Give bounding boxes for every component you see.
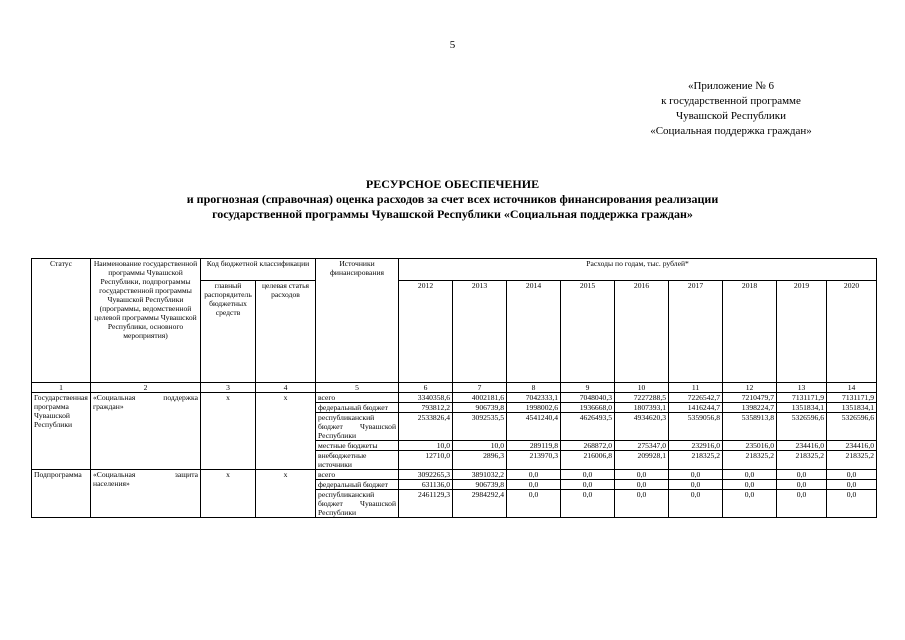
index-cell: 7 (453, 383, 507, 393)
value-cell: 0,0 (507, 470, 561, 480)
value-cell: 0,0 (561, 490, 615, 518)
value-cell: 2461129,3 (399, 490, 453, 518)
header-year: 2016 (615, 281, 669, 383)
table-row (32, 470, 877, 480)
source-cell: федеральный бюджет (316, 480, 399, 490)
document-title (0, 177, 905, 222)
source-cell: республиканский бюджет Чувашской Республики (316, 490, 399, 518)
value-cell: 0,0 (723, 470, 777, 480)
value-cell: 289119,8 (507, 441, 561, 451)
value-cell: 232916,0 (669, 441, 723, 451)
value-cell: 5326596,6 (827, 413, 877, 441)
value-cell: 7131171,9 (827, 393, 877, 403)
value-cell: 0,0 (669, 480, 723, 490)
value-cell: 7227288,5 (615, 393, 669, 403)
value-cell: 3092535,5 (453, 413, 507, 441)
value-cell: 2984292,4 (453, 490, 507, 518)
value-cell: 1416244,7 (669, 403, 723, 413)
appendix-line-4: «Социальная поддержка граждан» (650, 125, 812, 137)
source-cell: всего (316, 470, 399, 480)
header-year: 2012 (399, 281, 453, 383)
index-cell: 14 (827, 383, 877, 393)
value-cell: 0,0 (615, 470, 669, 480)
index-cell: 4 (256, 383, 316, 393)
value-cell: 0,0 (615, 490, 669, 518)
value-cell: 0,0 (669, 490, 723, 518)
table-row (32, 393, 877, 403)
target-article-cell: х (256, 393, 316, 470)
value-cell: 0,0 (777, 480, 827, 490)
header-target-article: целевая статья расходов (256, 281, 316, 383)
value-cell: 7131171,9 (777, 393, 827, 403)
value-cell: 1998002,6 (507, 403, 561, 413)
value-cell: 1936668,0 (561, 403, 615, 413)
index-cell: 9 (561, 383, 615, 393)
value-cell: 275347,0 (615, 441, 669, 451)
value-cell: 7048040,3 (561, 393, 615, 403)
value-cell: 12710,0 (399, 451, 453, 470)
value-cell: 0,0 (561, 480, 615, 490)
header-main-manager: главный распорядитель бюджетных средств (201, 281, 256, 383)
index-cell: 2 (91, 383, 201, 393)
value-cell: 218325,2 (777, 451, 827, 470)
source-cell: республиканский бюджет Чувашской Республики (316, 413, 399, 441)
value-cell: 4626493,5 (561, 413, 615, 441)
appendix-line-1: «Приложение № 6 (687, 80, 775, 92)
value-cell: 5326596,6 (777, 413, 827, 441)
value-cell: 631136,0 (399, 480, 453, 490)
value-cell: 7210479,7 (723, 393, 777, 403)
value-cell: 0,0 (561, 470, 615, 480)
index-cell: 10 (615, 383, 669, 393)
value-cell: 1398224,7 (723, 403, 777, 413)
status-cell: Государственная программа Чувашской Республики (32, 393, 91, 470)
value-cell: 0,0 (615, 480, 669, 490)
value-cell: 7226542,7 (669, 393, 723, 403)
value-cell: 2533826,4 (399, 413, 453, 441)
value-cell: 234416,0 (777, 441, 827, 451)
appendix-line-3: Чувашской Республики (675, 110, 787, 122)
resource-table (31, 258, 877, 518)
value-cell: 906739,8 (453, 403, 507, 413)
program-name-cell: «Социальная поддержка граждан» (91, 393, 201, 470)
index-cell: 12 (723, 383, 777, 393)
header-year: 2020 (827, 281, 877, 383)
value-cell: 4541240,4 (507, 413, 561, 441)
value-cell: 3340358,6 (399, 393, 453, 403)
value-cell: 2896,3 (453, 451, 507, 470)
value-cell: 1351834,1 (777, 403, 827, 413)
value-cell: 213970,3 (507, 451, 561, 470)
value-cell: 1351834,1 (827, 403, 877, 413)
value-cell: 0,0 (827, 470, 877, 480)
source-cell: внебюджетные источники (316, 451, 399, 470)
title-line-3: государственной программы Чувашской Республики «Социальная поддержка граждан» (212, 207, 693, 221)
program-name-cell: «Социальная защита населения» (91, 470, 201, 518)
value-cell: 218325,2 (827, 451, 877, 470)
header-year: 2015 (561, 281, 615, 383)
value-cell: 0,0 (827, 480, 877, 490)
source-cell: всего (316, 393, 399, 403)
header-expenses: Расходы по годам, тыс. рублей* (399, 259, 877, 281)
header-name: Наименование государственной программы Чувашской Республики, подпрограммы государственной программы Чувашской Республики (программы, ведомственной целевой программы Чувашской Республики, основного мероприятия) (91, 259, 201, 383)
header-status: Статус (32, 259, 91, 383)
header-sources: Источники финансирования (316, 259, 399, 383)
main-manager-cell: х (201, 470, 256, 518)
value-cell: 5359056,8 (669, 413, 723, 441)
title-line-2: и прогнозная (справочная) оценка расходов за счет всех источников финансирования реализации (186, 192, 719, 206)
value-cell: 234416,0 (827, 441, 877, 451)
index-cell: 8 (507, 383, 561, 393)
main-manager-cell: х (201, 393, 256, 470)
value-cell: 4002181,6 (453, 393, 507, 403)
value-cell: 10,0 (453, 441, 507, 451)
status-cell: Подпрограмма (32, 470, 91, 518)
value-cell: 235016,0 (723, 441, 777, 451)
value-cell: 0,0 (507, 480, 561, 490)
header-year: 2013 (453, 281, 507, 383)
appendix-line-2: к государственной программе (661, 95, 801, 107)
index-cell: 3 (201, 383, 256, 393)
source-cell: федеральный бюджет (316, 403, 399, 413)
title-line-1: РЕСУРСНОЕ ОБЕСПЕЧЕНИЕ (365, 177, 540, 191)
index-cell: 5 (316, 383, 399, 393)
source-cell: местные бюджеты (316, 441, 399, 451)
index-cell: 6 (399, 383, 453, 393)
target-article-cell: х (256, 470, 316, 518)
value-cell: 7042333,1 (507, 393, 561, 403)
value-cell: 0,0 (777, 470, 827, 480)
index-cell: 1 (32, 383, 91, 393)
value-cell: 3092265,3 (399, 470, 453, 480)
value-cell: 3891032,2 (453, 470, 507, 480)
value-cell: 218325,2 (669, 451, 723, 470)
column-index-row (32, 383, 877, 393)
header-budget-code: Код бюджетной классификации (201, 259, 316, 281)
header-year: 2019 (777, 281, 827, 383)
value-cell: 0,0 (507, 490, 561, 518)
header-year: 2014 (507, 281, 561, 383)
value-cell: 0,0 (723, 480, 777, 490)
appendix-block (600, 79, 862, 139)
value-cell: 0,0 (723, 490, 777, 518)
value-cell: 1807393,1 (615, 403, 669, 413)
header-year: 2018 (723, 281, 777, 383)
value-cell: 4934620,3 (615, 413, 669, 441)
value-cell: 906739,8 (453, 480, 507, 490)
index-cell: 11 (669, 383, 723, 393)
value-cell: 218325,2 (723, 451, 777, 470)
value-cell: 793812,2 (399, 403, 453, 413)
value-cell: 0,0 (777, 490, 827, 518)
value-cell: 209928,1 (615, 451, 669, 470)
page-number: 5 (449, 39, 456, 51)
value-cell: 5358913,8 (723, 413, 777, 441)
value-cell: 0,0 (669, 470, 723, 480)
header-year: 2017 (669, 281, 723, 383)
index-cell: 13 (777, 383, 827, 393)
value-cell: 10,0 (399, 441, 453, 451)
value-cell: 268872,0 (561, 441, 615, 451)
value-cell: 0,0 (827, 490, 877, 518)
value-cell: 216006,8 (561, 451, 615, 470)
